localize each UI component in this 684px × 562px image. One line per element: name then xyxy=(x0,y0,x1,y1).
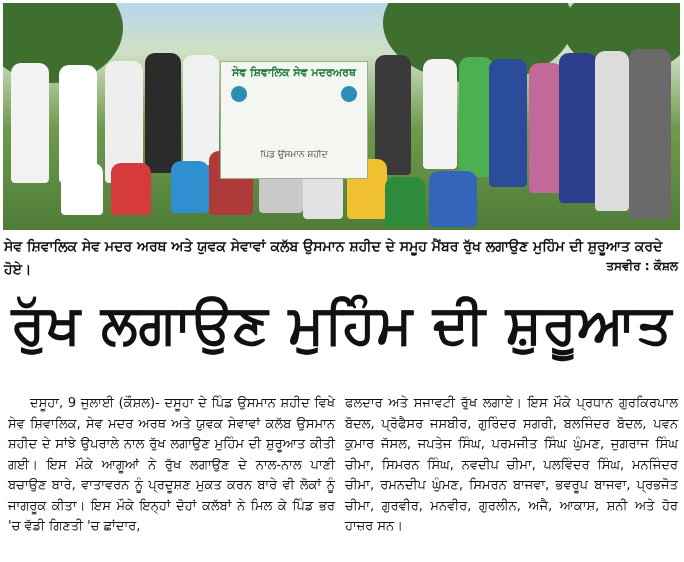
seated-child xyxy=(385,177,425,227)
logo-icon xyxy=(231,86,247,102)
headline: ਰੁੱਖ ਲਗਾਉਣ ਮੁਹਿੰਮ ਦੀ ਸ਼ੁਰੂਆਤ xyxy=(11,293,673,356)
banner-title: ਸੇਵ ਸ਼ਿਵਾਲਿਕ ਸੇਵ ਮਦਰਅਰਥ xyxy=(232,66,356,79)
article-paragraph: ਫਲਦਾਰ ਅਤੇ ਸਜਾਵਟੀ ਰੁੱਖ ਲਗਾਏ। ਇਸ ਮੌਕੇ ਪ੍ਰਧਾਨ ਗੁਰਕਿਰਪਾਲ ਬੋਦਲ, ਪ੍ਰੋਫੈਸਰ ਜਸਬੀਰ, ਗੁਰਿੰਦਰ ਸਗਰੀ, ਬਲਜਿੰਦਰ ਬੋਦਲ, ਪਵਨ ਕੁਮਾਰ ਜੱਸਲ, ਜਪਤੇਜ ਸਿੰਘ, ਪਰਮਜੀਤ ਸਿੰਘ ਘੁੰਮਣ, ਜੁਗਰਾਜ ਸਿੰਘ ਚੀਮਾ, ਸਿਮਰਨ ਸਿੰਘ, ਨਵਦੀਪ ਚੀਮਾ, ਪਲਵਿੰਦਰ ਸਿੰਘ, ਮਨਜਿੰਦਰ ਚੀਮਾ, ਰਮਨਦੀਪ ਘੁੰਮਣ, ਸਿਮਰਨ ਬਾਜਵਾ, ਭਵਰੂਪ ਬਾਜਵਾ, ਪ੍ਰਭਜੋਤ ਚੀਮਾ, ਗੁਰਵੀਰ, ਮਨਵੀਰ, ਗੁਰਲੀਨ, ਅਜੈ, ਆਕਾਸ਼, ਸ਼ਨੀ ਅਤੇ ਹੋਰ ਹਾਜ਼ਰ ਸਨ। xyxy=(345,396,678,534)
seated-child xyxy=(61,163,103,215)
seated-child xyxy=(429,171,477,227)
photo-caption: ਸੇਵ ਸ਼ਿਵਾਲਿਕ ਸੇਵ ਮਦਰ ਅਰਥ ਅਤੇ ਯੁਵਕ ਸੇਵਾਵਾਂ ਕਲੱਬ ਉਸਮਾਨ ਸ਼ਹੀਦ ਦੇ ਸਮੂਹ ਮੈਂਬਰ ਰੁੱਖ ਲਗਾਉਣ ਮੁਹਿੰਮ ਦੀ ਸ਼ੁਰੂਆਤ ਕਰਦੇ ਹੋਏ। xyxy=(4,239,663,278)
photo-credit: ਤਸਵੀਰ : ਕੌਸ਼ਲ xyxy=(606,259,678,273)
standing-person xyxy=(145,53,181,173)
seated-child xyxy=(111,163,151,215)
event-banner xyxy=(220,61,368,179)
standing-person xyxy=(459,57,493,177)
article-column-1 xyxy=(8,394,335,538)
standing-person xyxy=(423,59,457,169)
seated-child xyxy=(171,161,209,213)
standing-person xyxy=(529,63,563,193)
standing-person xyxy=(629,49,671,219)
article-column-2 xyxy=(345,394,678,538)
standing-person xyxy=(183,55,219,165)
article-paragraph: ਦਸੂਹਾ, 9 ਜੁਲਾਈ (ਕੌਸ਼ਲ)- ਦਸੂਹਾ ਦੇ ਪਿੰਡ ਉਸਮਾਨ ਸ਼ਹੀਦ ਵਿਖੇ ਸੇਵ ਸ਼ਿਵਾਲਿਕ, ਸੇਵ ਮਦਰ ਅਰਥ ਅਤੇ ਯੁਵਕ ਸੇਵਾਵਾਂ ਕਲੱਬ ਉਸਮਾਨ ਸ਼ਹੀਦ ਦੇ ਸਾਂਝੇ ਉਪਰਾਲੇ ਨਾਲ ਰੁੱਖ ਲਗਾਉਣ ਮੁਹਿੰਮ ਦੀ ਸ਼ੁਰੂਆਤ ਕੀਤੀ ਗਈ। ਇਸ ਮੌਕੇ ਆਗੂਆਂ ਨੇ ਰੁੱਖ ਲਗਾਉਣ ਦੇ ਨਾਲ-ਨਾਲ ਪਾਣੀ ਬਚਾਉਣ ਬਾਰੇ, ਵਾਤਾਵਰਨ ਨੂੰ ਪ੍ਰਦੂਸ਼ਣ ਮੁਕਤ ਕਰਨ ਬਾਰੇ ਵੀ ਲੋਕਾਂ ਨੂੰ ਜਾਗਰੂਕ ਕੀਤਾ। ਇਸ ਮੌਕੇ ਇਨ੍ਹਾਂ ਦੋਹਾਂ ਕਲੱਬਾਂ ਨੇ ਮਿਲ ਕੇ ਪਿੰਡ ਭਰ 'ਚ ਵੱਡੀ ਗਿਣਤੀ 'ਚ ਛਾਂਦਾਰ, xyxy=(8,396,335,534)
standing-person xyxy=(375,55,411,175)
standing-person xyxy=(11,63,49,183)
logo-icon xyxy=(341,86,357,102)
standing-person xyxy=(595,51,629,211)
standing-person xyxy=(489,59,527,187)
news-photo xyxy=(3,3,680,230)
standing-person xyxy=(559,53,597,203)
banner-subtitle: ਪਿੰਡ ਉਸਮਾਨ ਸ਼ਹੀਦ xyxy=(260,150,328,160)
